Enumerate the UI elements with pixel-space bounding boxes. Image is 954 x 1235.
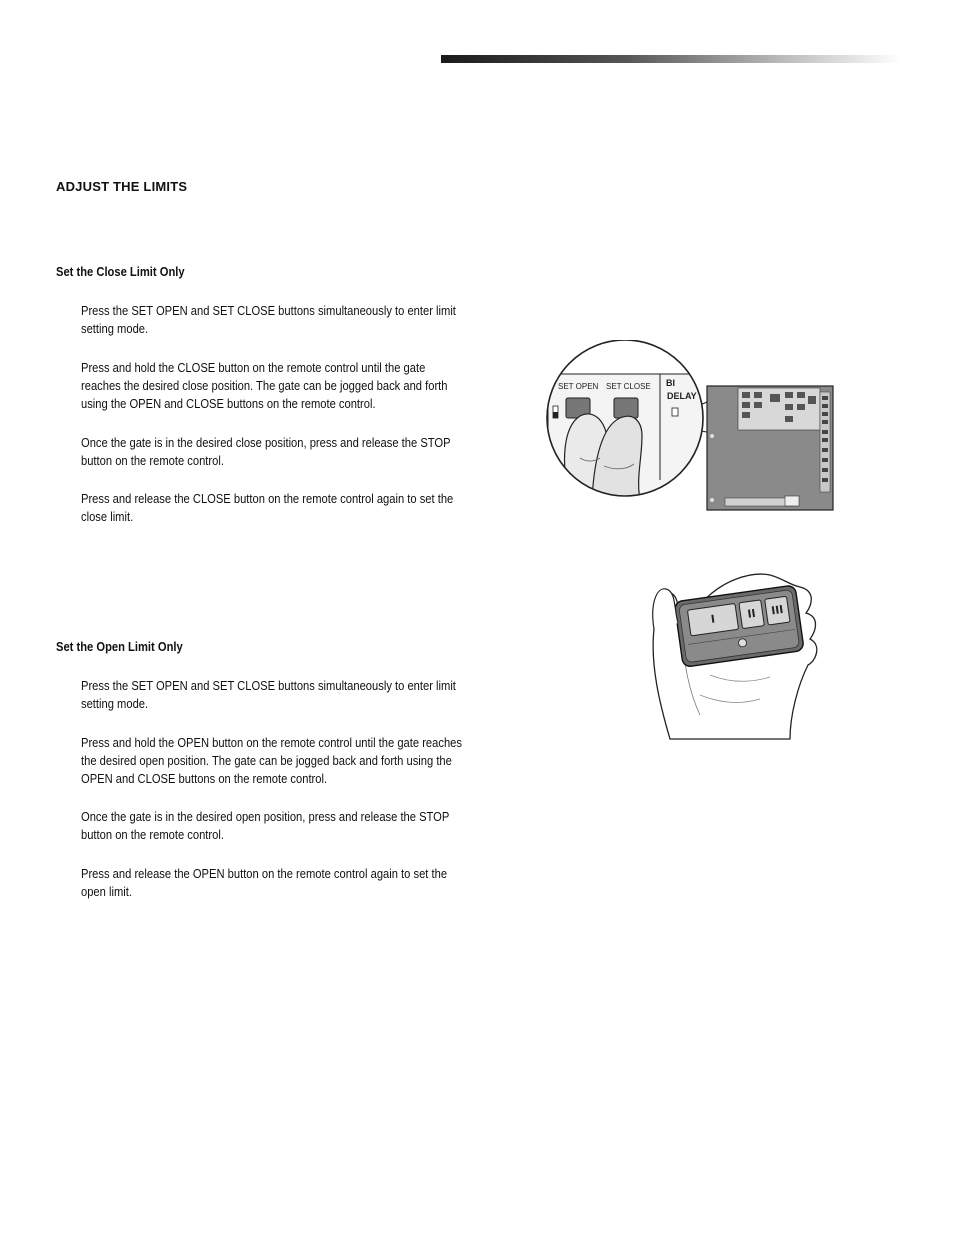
- close-step-1: Press the SET OPEN and SET CLOSE buttons simultaneously to enter limit setting mode.: [81, 303, 456, 336]
- open-step-4: Press and release the OPEN button on the remote control again to set the open limit.: [81, 866, 448, 899]
- open-step-1: Press the SET OPEN and SET CLOSE buttons simultaneously to enter limit setting mode.: [81, 678, 456, 711]
- close-step-3: Once the gate is in the desired close position, press and release the STOP button on the remote control.: [81, 435, 451, 468]
- remote-in-hand-illustration: [640, 565, 840, 745]
- close-step-2: Press and hold the CLOSE button on the remote control until the gate reaches the desired close position. The gate can be jogged back and forth using the OPEN and CLOSE buttons on the remote control.: [81, 360, 448, 411]
- set-close-label: SET CLOSE: [606, 382, 651, 391]
- section-heading: ADJUST THE LIMITS: [56, 179, 188, 194]
- open-limit-title: Set the Open Limit Only: [56, 639, 183, 654]
- open-step-3: Once the gate is in the desired open position, press and release the STOP button on the remote control.: [81, 809, 450, 842]
- delay-label: DELAY: [667, 391, 697, 401]
- close-step-4: Press and release the CLOSE button on the remote control again to set the close limit.: [81, 491, 454, 524]
- control-board-illustration: [530, 340, 840, 520]
- header-gradient-bar: [441, 55, 901, 63]
- close-limit-title: Set the Close Limit Only: [56, 264, 185, 279]
- set-open-label: SET OPEN: [558, 382, 599, 391]
- open-step-2: Press and hold the OPEN button on the remote control until the gate reaches the desired open position. The gate can be jogged back and forth using the OPEN and CLOSE buttons on the remote control.: [81, 735, 462, 786]
- bi-label: BI: [666, 378, 675, 388]
